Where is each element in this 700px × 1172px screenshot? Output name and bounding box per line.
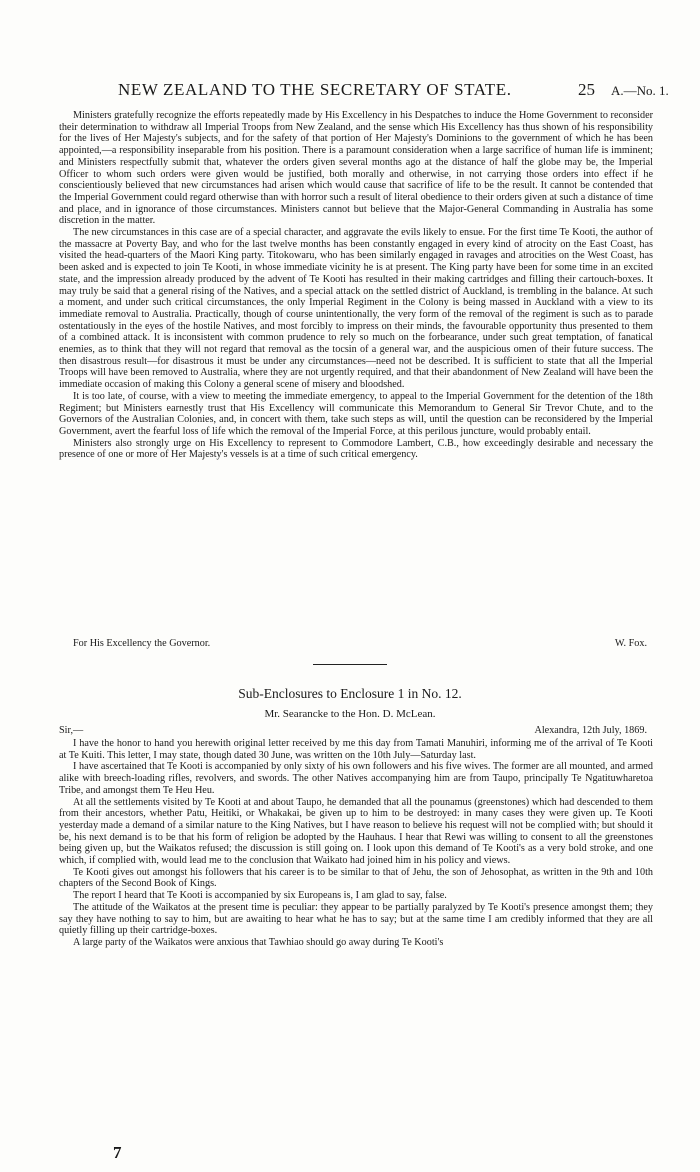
letter-from-to: Mr. Searancke to the Hon. D. McLean. <box>264 708 436 720</box>
letter-paragraph: Te Kooti gives out amongst his followers that his career is to be similar to that of Jehu, the son of Jehosophat, as written in the 9th and 10th chapters of the Second Book of Kings. <box>59 866 653 890</box>
letter-paragraph: The attitude of the Waikatos at the present time is peculiar: they appear to be partially paralyzed by Te Kooti's presence amongst them; they say they have nothing to say to him, but are awaiting to hear what he has to say; but at the same time I am credibly informed that they are all quietly filling up their cartridge-boxes. <box>59 901 653 937</box>
memo-paragraph: Ministers gratefully recognize the efforts repeatedly made by His Excellency in his Despatches to induce the Home Government to reconsider their determination to withdraw all Imperial Troops from New Zealand, and the sense which His Excellency has thus shown of his responsibility for the lives of Her Majesty's subjects, and for the safety of that portion of Her Majesty's Dominions to the government of which he has been appointed,—a responsibility inseparable from his position. There is a paramount consideration when a large sacrifice of human life is imminent; and Ministers respectfully submit that, whatever the orders given several months ago at the distance of half the globe may be, the Imperial Officer to whom such orders were given would be justified, both morally and otherwise, in not carrying those orders into effect if he conscientiously believed that new circumstances had arisen which would cause that sacrifice of life to be the result. It cannot be contended that the Imperial Government could regard otherwise than with horror such a result of literal obedience to their orders given at such a distance of time and place, and in ignorance of those circumstances. Ministers cannot but believe that the Major-General Commanding in Australia has some discretion in the matter. <box>59 110 653 227</box>
section-divider <box>313 664 387 665</box>
place-date: Alexandra, 12th July, 1869. <box>534 725 647 736</box>
memo-paragraph: The new circumstances in this case are of a special character, and aggravate the evils likely to ensue. For the first time Te Kooti, the author of the massacre at Poverty Bay, and who for the last twelve months has been constantly engaged in every kind of atrocity on the East Coast, has visited the head-quarters of the Maori King party. Titokowaru, who has been similarly engaged in ravages and atrocities on the West Coast, has been asked and is expected to join Te Kooti, in whose immediate vicinity he is at present. The King party have been for some time in an excited state, and the impression already produced by the advent of Te Kooti has resulted in their making cartridges and filling their cartouch-boxes. It may truly be said that a general rising of the Natives, and a special attack on the settled district of Auckland, is trembling in the balance. At such a moment, and under such critical circumstances, the only Imperial Regiment in the Colony is being massed in Auckland with a view to its immediate removal to Australia. Practically, though of course unintentionally, the very form of the removal of the regiment is such as to parade ostentatiously in the eyes of the hostile Natives, and most forcibly to impress on their minds, the favourable opportunity thus presented to them of a combined attack. It is inconsistent with common prudence to rely so much on the forbearance, under such great temptation, of fanatical enemies, as to think that they will not regard that removal as the tocsin of a general war, and the auspicious omen of their future success. The then disastrous result—for disastrous it must be under any circumstances—need not be described. It is sufficient to state that all the Imperial Troops will have been removed to Australia, where they are not urgently required, and that their abandonment of New Zealand will have been the immediate occasion of making this Colony a general scene of misery and bloodshed. <box>59 227 653 391</box>
letter-paragraph: I have ascertained that Te Kooti is accompanied by only sixty of his own followers and his five wives. The former are all mounted, and armed alike with breech-loading rifles, revolvers, and swords. The other Natives accompanying him are from Taupo, principally Te Ngatituwharetoa Tribe, and amongst them Te Heu Heu. <box>59 761 653 796</box>
letter-body <box>59 738 653 949</box>
signature-mark: 7 <box>113 1143 122 1162</box>
memo-paragraph: It is too late, of course, with a view to meeting the immediate emergency, to appeal to the Imperial Government for the detention of the 18th Regiment; but Ministers earnestly trust that His Excellency will communicate this Memorandum to General Sir Trevor Chute, and to the Governors of the Australian Colonies, and, in concert with them, take such steps as will, until the question can be reconsidered by the Imperial Government, avert the fearful loss of life which the removal of the Imperial Force, at this perilous juncture, would probably entail. <box>59 390 653 437</box>
memorandum-body <box>59 110 653 461</box>
paper-reference: A.—No. 1. <box>611 83 669 98</box>
sub-enclosures-heading: Sub-Enclosures to Enclosure 1 in No. 12. <box>238 686 462 701</box>
letter-paragraph: The report I heard that Te Kooti is accompanied by six Europeans is, I am glad to say, false. <box>73 890 447 902</box>
closing-left: For His Excellency the Governor. <box>73 638 211 649</box>
salutation: Sir,— <box>59 725 84 736</box>
letter-paragraph: A large party of the Waikatos were anxious that Tawhiao should go away during Te Kooti's <box>73 936 444 948</box>
letter-paragraph: At all the settlements visited by Te Kooti at and about Taupo, he demanded that all the pounamus (greenstones) which had descended to them from their ancestors, whether Patu, Heitiki, or Whakakai, be given up to him to be destroyed: in many cases they were given up. Te Kooti yesterday made a demand of a similar nature to the King Natives, but I have reason to believe his request will not be complied with; but should it be, his next demand is to be that his form of religion be adopted by the Hauhaus. I hear that Rewi was willing to consent to all the greenstones being given up, but the Waikatos refused; the discussion is still going on. I look upon this demand of Te Kooti's as a very bold stroke, and one which, if complied with, would lead me to the conclusion that Waikato had joined him in his policy and views. <box>59 796 653 867</box>
memo-paragraph: Ministers also strongly urge on His Excellency to represent to Commodore Lambert, C.B., how exceedingly desirable and necessary the presence of one or more of Her Majesty's vessels is at a time of such critical emergency. <box>59 437 653 461</box>
page-number: 25 <box>578 80 595 99</box>
page-header-title: NEW ZEALAND TO THE SECRETARY OF STATE. <box>118 80 512 99</box>
closing-signature: W. Fox. <box>614 638 647 649</box>
letter-paragraph: I have the honor to hand you herewith original letter received by me this day from Tamati Manuhiri, informing me of the arrival of Te Kooti at Te Kuiti. This letter, I may state, though dated 30 June, was written on the 10th July—Saturday last. <box>59 738 653 761</box>
